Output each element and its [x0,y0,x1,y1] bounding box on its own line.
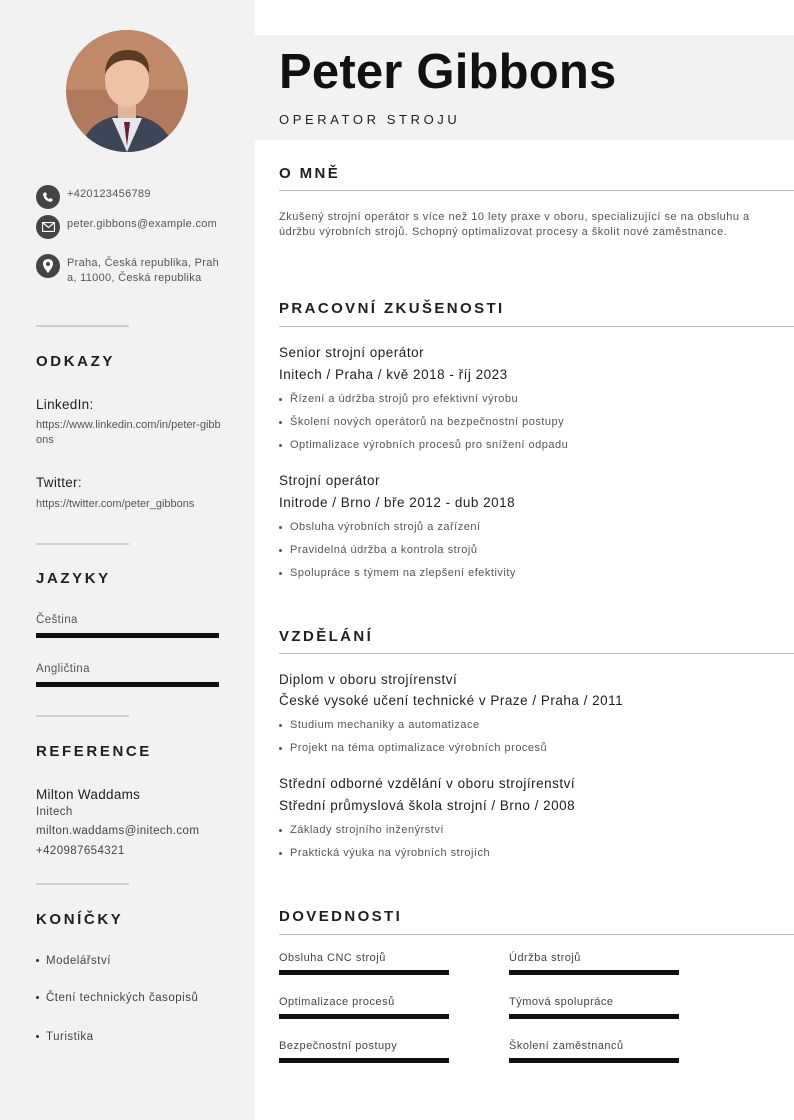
skill-level-bar [279,1014,449,1019]
job-position: Senior strojní operátor [279,345,425,360]
sidebar-divider [36,883,129,885]
section-rule [279,653,794,654]
education-school-line: Střední průmyslová škola strojní / Brno / 2008 [279,798,576,813]
education-school-line: České vysoké učení technické v Praze / Praha / 2011 [279,693,624,708]
twitter-label: Twitter: [36,475,82,490]
bullet-text: Školení nových operátorů na bezpečnostní postupy [290,416,565,428]
bullet-dot [279,549,282,552]
reference-phone: +420987654321 [36,845,125,857]
section-rule [279,190,794,191]
job-bullet [279,567,516,579]
skill-level-bar [509,970,679,975]
linkedin-label: LinkedIn: [36,397,94,412]
job-company-line: Initech / Praha / kvě 2018 - říj 2023 [279,367,508,382]
bullet-dot [279,421,282,424]
bullet-text: Optimalizace výrobních procesů pro snížení odpadu [290,439,569,451]
skill-name: Týmová spolupráce [509,996,614,1008]
job-bullet [279,439,568,451]
skill-name: Údržba strojů [509,952,581,964]
bullet-dot [36,996,39,999]
bullet-text: Praktická výuka na výrobních strojích [290,847,491,859]
hobby-item [36,992,198,1004]
hobby-label: Modelářství [46,955,111,967]
education-bullet [279,742,547,754]
education-bullet [279,847,490,859]
bullet-text: Obsluha výrobních strojů a zařízení [290,521,481,533]
education-degree: Střední odborné vzdělání v oboru strojírenství [279,776,576,791]
profile-photo [66,30,188,152]
skill-level-bar [279,970,449,975]
reference-company: Initech [36,806,73,818]
language-name: Angličtina [36,663,90,675]
twitter-link[interactable]: https://twitter.com/peter_gibbons [36,498,195,510]
sidebar-divider [36,325,129,327]
education-degree: Diplom v oboru strojírenství [279,672,458,687]
skill-name: Optimalizace procesů [279,996,395,1008]
bullet-text: Řízení a údržba strojů pro efektivní výrobu [290,393,519,405]
mail-icon [36,215,60,239]
about-text: Zkušený strojní operátor s více než 10 lety praxe v oboru, specializující se na obsluhu a údržbu výrobních strojů. Schopný optimalizovat procesy a školit nové zaměstnance. [279,211,750,238]
hobby-label: Čtení technických časopisů [46,992,199,1004]
bullet-dot [279,398,282,401]
phone-icon [36,185,60,209]
job-bullet [279,544,477,556]
sidebar-divider [36,543,129,545]
language-name: Čeština [36,614,78,626]
phone-text: +420123456789 [67,188,151,200]
job-bullet [279,416,564,428]
reference-email: milton.waddams@initech.com [36,825,200,837]
language-level-bar [36,682,219,687]
location-pin-icon [36,254,60,278]
bullet-dot [279,572,282,575]
references-heading: REFERENCE [36,743,152,760]
bullet-dot [279,444,282,447]
bullet-text: Základy strojního inženýrství [290,824,444,836]
linkedin-link[interactable]: https://www.linkedin.com/in/peter-gibbons [36,419,221,446]
experience-heading: PRACOVNÍ ZKUŠENOSTI [279,300,505,317]
job-position: Strojní operátor [279,473,381,488]
address-text: Praha, Česká republika, Praha, 11000, Česká republika [67,257,220,284]
education-bullet [279,824,444,836]
skill-name: Bezpečnostní postupy [279,1040,398,1052]
languages-heading: JAZYKY [36,570,111,587]
bullet-dot [279,829,282,832]
bullet-text: Projekt na téma optimalizace výrobních procesů [290,742,548,754]
bullet-dot [279,747,282,750]
hobby-item [36,955,111,967]
education-bullet [279,719,480,731]
links-heading: ODKAZY [36,353,115,370]
skill-level-bar [509,1014,679,1019]
job-bullet [279,521,481,533]
bullet-dot [279,724,282,727]
section-rule [279,934,794,935]
hobby-label: Turistika [46,1031,94,1043]
sidebar [0,0,255,1120]
skills-heading: DOVEDNOSTI [279,908,403,925]
sidebar-divider [36,715,129,717]
job-bullet [279,393,518,405]
bullet-dot [279,852,282,855]
bullet-text: Pravidelná údržba a kontrola strojů [290,544,478,556]
skill-name: Školení zaměstnanců [509,1040,624,1052]
bullet-dot [36,1035,39,1038]
skill-level-bar [509,1058,679,1063]
skill-name: Obsluha CNC strojů [279,952,386,964]
person-name: Peter Gibbons [279,45,617,99]
job-title: OPERATOR STROJU [279,112,461,127]
reference-name: Milton Waddams [36,787,141,802]
bullet-dot [36,959,39,962]
language-level-bar [36,633,219,638]
about-heading: O MNĚ [279,165,341,182]
hobbies-heading: KONÍČKY [36,911,124,928]
email-text: peter.gibbons@example.com [67,218,218,230]
section-rule [279,326,794,327]
hobby-item [36,1031,94,1043]
education-heading: VZDĚLÁNÍ [279,628,374,645]
job-company-line: Initrode / Brno / bře 2012 - dub 2018 [279,495,516,510]
bullet-dot [279,526,282,529]
skill-level-bar [279,1058,449,1063]
bullet-text: Spolupráce s týmem na zlepšení efektivity [290,567,516,579]
bullet-text: Studium mechaniky a automatizace [290,719,480,731]
